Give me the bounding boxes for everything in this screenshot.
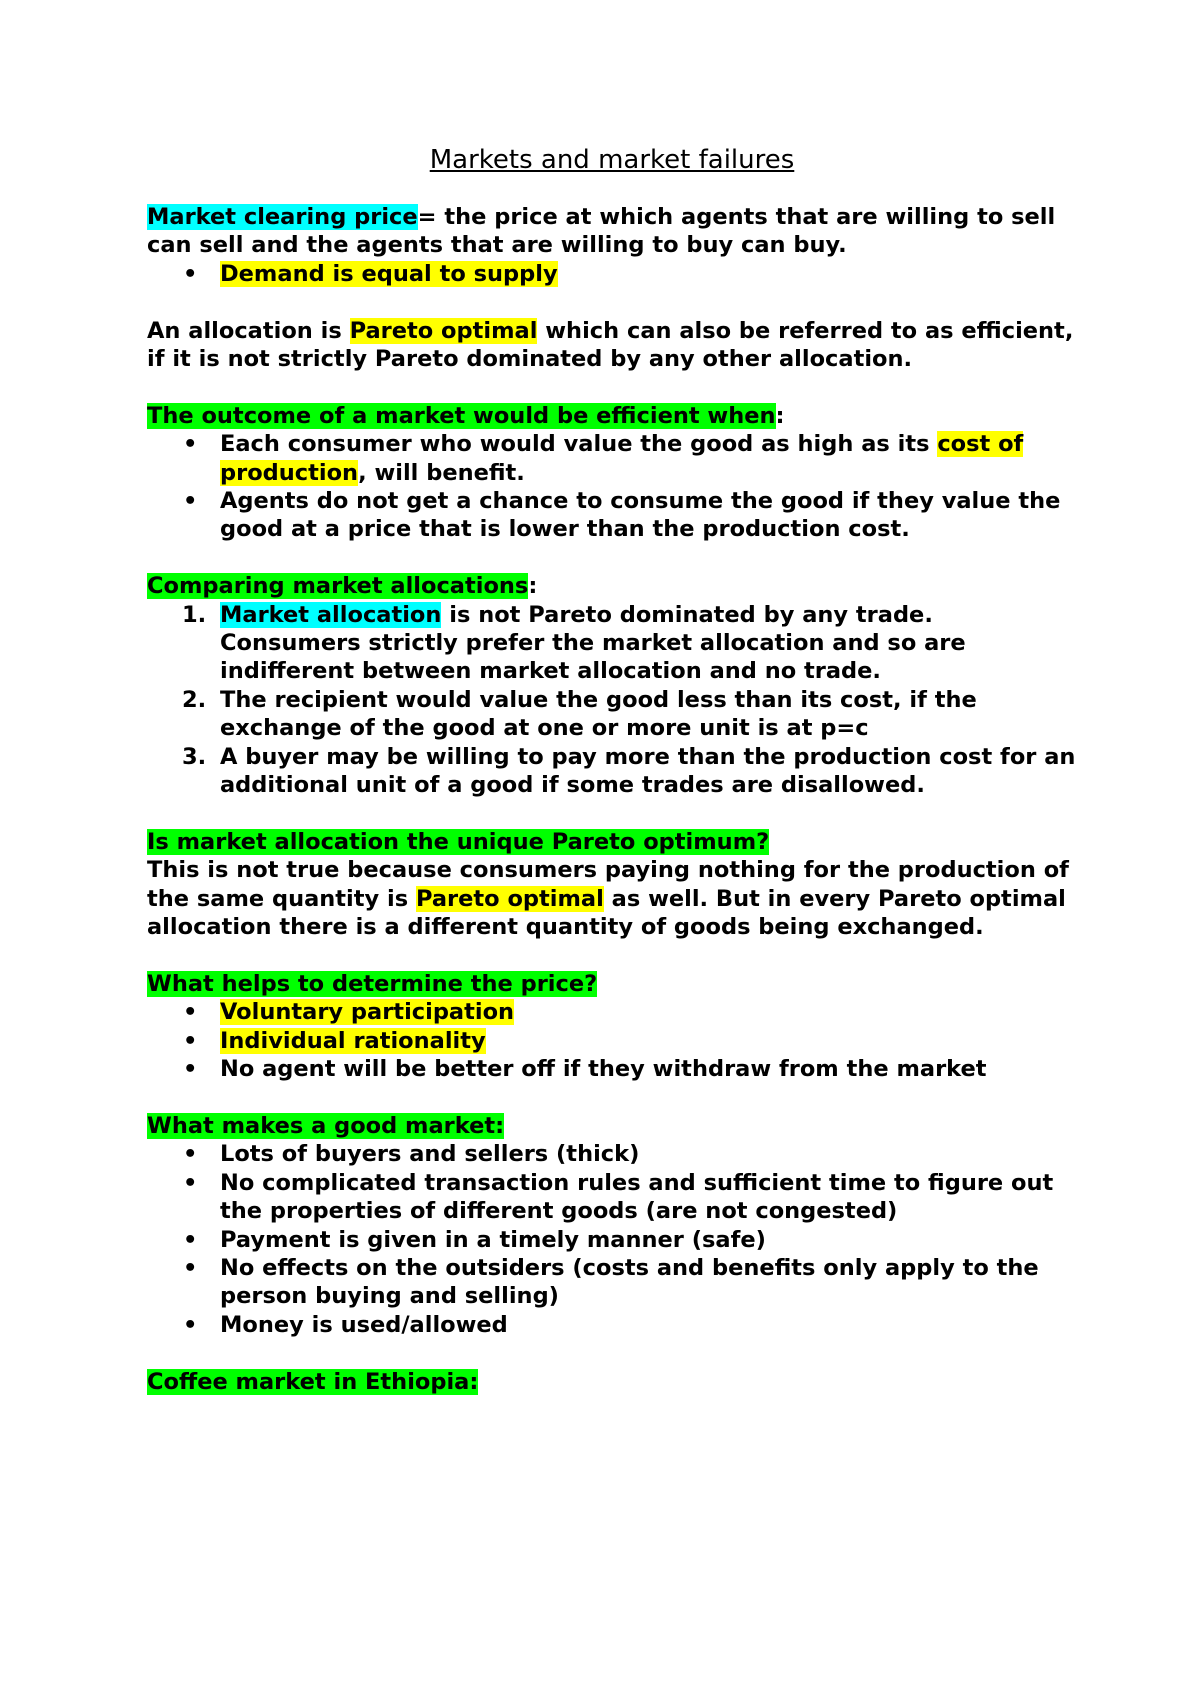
list-number: 1. [182,601,207,628]
section-unique-optimum [147,828,1077,942]
section-pareto-optimal [147,317,1077,374]
section-determine-price [147,970,1077,1084]
term-market-allocation: Market allocation [220,601,442,628]
section-good-market [147,1112,1077,1339]
list-item [182,601,1077,686]
heading-colon: : [528,573,538,600]
heading-efficient-outcome: The outcome of a market would be efficient when [147,402,776,429]
heading-comparing-allocations: Comparing market allocations [147,573,529,600]
list-item: • Agents do not get a chance to consume the good if they value the good at a price that is lower than the production cost. [220,487,1077,544]
section-efficient-outcome [147,402,1077,544]
list-item [182,743,1077,800]
term-market-clearing-price: Market clearing price [147,204,418,230]
text-run: is not Pareto dominated by any trade. Consumers strictly prefer the market allocation and so are indifferent between market allocation and no trade. [220,601,966,685]
highlight-individual-rationality: Individual rationality [220,1027,486,1054]
text-run: The recipient would value the good less than its cost, if the exchange of the good at one or more unit is at p=c [220,686,977,742]
list-item: • Payment is given in a timely manner (safe) [220,1226,1077,1254]
pareto-paragraph [147,317,1077,374]
list-number: 3. [182,743,207,770]
bullet-list [147,260,1077,288]
list-item: • Money is used/allowed [220,1311,1077,1339]
section-coffee-market [147,1368,1077,1396]
document-body [147,144,1077,1424]
text-run: , will benefit. [358,459,525,486]
section-heading [147,402,1077,430]
optimum-paragraph [147,856,1077,941]
list-number: 2. [182,686,207,713]
heading-coffee-market: Coffee market in Ethiopia: [147,1368,479,1395]
list-item [220,998,1077,1026]
heading-good-market: What makes a good market: [147,1112,505,1139]
text-run: which can also be referred to as efficient, if it is not strictly Pareto dominated by any other allocation. [147,317,1074,373]
heading-determine-price: What helps to determine the price? [147,970,598,997]
list-item: • Lots of buyers and sellers (thick) [220,1140,1077,1168]
text-run: Each consumer who would value the good as high as its [220,431,938,458]
list-item [220,1027,1077,1055]
definition-text: = the price at which agents that are willing to sell can sell and the agents that are willing to buy can buy. [147,204,1056,259]
list-item: • No effects on the outsiders (costs and benefits only apply to the person buying and selling) [220,1254,1077,1311]
list-item [182,686,1077,743]
definition-paragraph [147,203,1077,260]
text-run: An allocation is [147,317,350,344]
highlight-demand-supply: Demand is equal to supply [220,260,558,287]
numbered-list [147,601,1077,800]
bullet-list [147,998,1077,1083]
list-item [220,430,1077,487]
section-heading [147,970,1077,998]
list-item [220,260,1077,288]
section-market-clearing-price [147,203,1077,288]
heading-unique-optimum: Is market allocation the unique Pareto optimum? [147,828,770,855]
term-cost-of-production: cost of production [220,431,1024,486]
heading-colon: : [775,402,785,429]
term-pareto-optimal: Pareto optimal [349,317,538,344]
term-pareto-optimal: Pareto optimal [415,885,604,912]
highlight-voluntary-participation: Voluntary participation [220,999,515,1026]
section-heading [147,828,1077,856]
section-comparing-allocations [147,572,1077,799]
text-run: A buyer may be willing to pay more than the production cost for an additional unit of a good if some trades are disallowed. [220,743,1076,799]
list-item: • No complicated transaction rules and sufficient time to figure out the properties of different goods (are not congested) [220,1169,1077,1226]
section-heading [147,1368,1077,1396]
section-heading [147,1112,1077,1140]
bullet-list [147,1140,1077,1339]
text-run: This is not true because consumers paying nothing for the production of the same quantity is [147,857,1069,912]
page-title: Markets and market failures [429,145,795,175]
list-item: • No agent will be better off if they withdraw from the market [220,1055,1077,1083]
bullet-list [147,430,1077,544]
text-run: as well. But in every Pareto optimal allocation there is a different quantity of goods being exchanged. [147,885,1066,941]
section-heading [147,572,1077,600]
